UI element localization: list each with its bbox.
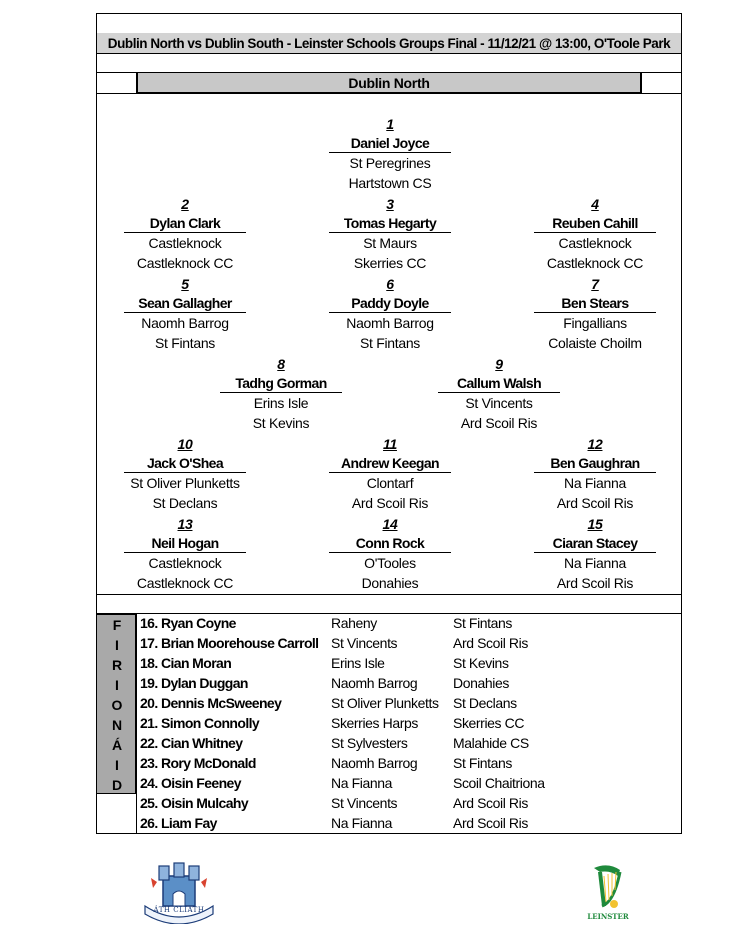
player-school: Ard Scoil Ris — [460, 415, 538, 431]
player-number: 11 — [383, 436, 397, 452]
player-club: Clontarf — [366, 475, 414, 491]
dublin-crest-icon — [137, 862, 221, 924]
sub-school: Donahies — [453, 675, 509, 691]
crest-text: ÁTH CLIATH — [153, 906, 205, 914]
player-card — [329, 113, 451, 193]
player-card — [124, 513, 246, 593]
player-number: 4 — [591, 196, 599, 212]
sub-school: St Declans — [453, 695, 517, 711]
subs-label-letter: D — [111, 777, 123, 793]
sub-school: Ard Scoil Ris — [453, 635, 528, 651]
sub-club: Naomh Barrog — [331, 675, 418, 691]
player-school: St Fintans — [154, 335, 216, 351]
player-number: 12 — [587, 436, 603, 452]
player-card — [329, 193, 451, 273]
player-club: St Peregrines — [349, 155, 431, 171]
player-number: 14 — [382, 516, 398, 532]
sub-name: 18. Cian Moran — [140, 655, 232, 671]
player-card — [329, 513, 451, 593]
sub-name: 20. Dennis McSweeney — [140, 695, 282, 711]
divider — [641, 72, 642, 93]
player-club: Naomh Barrog — [141, 315, 229, 331]
player-card — [329, 433, 451, 513]
sub-club: Naomh Barrog — [331, 755, 418, 771]
player-name: Callum Walsh — [438, 373, 560, 393]
team-name: Dublin North — [137, 72, 641, 93]
player-number: 6 — [386, 276, 394, 292]
player-card — [534, 273, 656, 353]
player-number: 10 — [177, 436, 193, 452]
sub-club: Skerries Harps — [331, 715, 418, 731]
sub-school: Ard Scoil Ris — [453, 795, 528, 811]
player-name: Neil Hogan — [124, 533, 246, 553]
player-club: Erins Isle — [253, 395, 309, 411]
sub-name: 24. Oisin Feeney — [140, 775, 241, 791]
player-school: Colaiste Choilm — [548, 335, 642, 351]
player-number: 15 — [587, 516, 603, 532]
player-name: Jack O'Shea — [124, 453, 246, 473]
player-club: St Maurs — [363, 235, 417, 251]
subs-label-letter: I — [115, 757, 119, 773]
player-card — [220, 353, 342, 433]
player-card — [124, 433, 246, 513]
sub-club: Na Fianna — [331, 775, 392, 791]
sub-name: 26. Liam Fay — [140, 815, 217, 831]
player-card — [124, 273, 246, 353]
player-school: Ard Scoil Ris — [351, 495, 429, 511]
player-club: Naomh Barrog — [346, 315, 434, 331]
player-name: Reuben Cahill — [534, 213, 656, 233]
player-number: 5 — [181, 276, 189, 292]
divider — [96, 594, 682, 595]
player-name: Ben Stears — [534, 293, 656, 313]
leinster-text: LEINSTER — [587, 912, 629, 921]
sub-club: St Vincents — [331, 795, 398, 811]
sub-club: Raheny — [331, 615, 377, 631]
sub-school: Skerries CC — [453, 715, 525, 731]
player-school: Ard Scoil Ris — [556, 575, 634, 591]
player-school: Skerries CC — [353, 255, 427, 271]
player-club: St Vincents — [465, 395, 533, 411]
sub-club: St Oliver Plunketts — [331, 695, 439, 711]
player-number: 2 — [181, 196, 189, 212]
player-club: Na Fianna — [564, 555, 626, 571]
player-number: 9 — [495, 356, 503, 372]
sub-name: 17. Brian Moorehouse Carroll — [140, 635, 319, 651]
player-name: Andrew Keegan — [329, 453, 451, 473]
sub-name: 23. Rory McDonald — [140, 755, 256, 771]
player-club: Castleknock — [148, 235, 222, 251]
sub-school: Scoil Chaitriona — [453, 775, 545, 791]
subs-label-letter: O — [111, 697, 123, 713]
sub-name: 21. Simon Connolly — [140, 715, 260, 731]
player-name: Ciaran Stacey — [534, 533, 656, 553]
match-title: Dublin North vs Dublin South - Leinster Schools Groups Final - 11/12/21 @ 13:00, O'Toole Park — [97, 33, 681, 53]
player-card — [329, 273, 451, 353]
player-school: Castleknock CC — [546, 255, 644, 271]
subs-label-letter: R — [111, 657, 123, 673]
player-school: St Kevins — [252, 415, 310, 431]
player-number: 1 — [386, 116, 394, 132]
player-club: O'Tooles — [364, 555, 416, 571]
player-number: 7 — [591, 276, 599, 292]
player-number: 3 — [386, 196, 394, 212]
player-club: Fingallians — [563, 315, 627, 331]
player-name: Tomas Hegarty — [329, 213, 451, 233]
subs-label-letter: N — [111, 717, 123, 733]
player-name: Tadhg Gorman — [220, 373, 342, 393]
sub-club: St Vincents — [331, 635, 398, 651]
player-name: Ben Gaughran — [534, 453, 656, 473]
sub-club: Erins Isle — [331, 655, 385, 671]
player-school: St Declans — [152, 495, 218, 511]
subs-label-letter: I — [115, 637, 119, 653]
sub-school: Malahide CS — [453, 735, 529, 751]
player-name: Dylan Clark — [124, 213, 246, 233]
sub-school: St Fintans — [453, 755, 513, 771]
player-card — [124, 193, 246, 273]
sub-name: 22. Cian Whitney — [140, 735, 243, 751]
player-card — [534, 513, 656, 593]
player-card — [534, 193, 656, 273]
player-name: Sean Gallagher — [124, 293, 246, 313]
sub-school: St Kevins — [453, 655, 509, 671]
player-school: Castleknock CC — [136, 575, 234, 591]
player-name: Paddy Doyle — [329, 293, 451, 313]
player-card — [438, 353, 560, 433]
sub-name: 16. Ryan Coyne — [140, 615, 236, 631]
sub-club: Na Fianna — [331, 815, 392, 831]
player-club: Castleknock — [148, 555, 222, 571]
subs-label-letter: I — [115, 677, 119, 693]
sub-name: 25. Oisin Mulcahy — [140, 795, 249, 811]
player-school: St Fintans — [359, 335, 421, 351]
player-name: Conn Rock — [329, 533, 451, 553]
player-school: Castleknock CC — [136, 255, 234, 271]
player-school: Donahies — [361, 575, 419, 591]
sub-school: Ard Scoil Ris — [453, 815, 528, 831]
player-school: Ard Scoil Ris — [556, 495, 634, 511]
sub-club: St Sylvesters — [331, 735, 408, 751]
subs-label-column — [96, 614, 136, 794]
player-number: 8 — [277, 356, 285, 372]
player-club: Castleknock — [558, 235, 632, 251]
player-name: Daniel Joyce — [329, 133, 451, 153]
player-club: St Oliver Plunketts — [130, 475, 240, 491]
sub-name: 19. Dylan Duggan — [140, 675, 248, 691]
subs-label-letter: F — [112, 617, 122, 633]
divider — [96, 93, 682, 94]
divider — [96, 53, 682, 54]
sub-school: St Fintans — [453, 615, 513, 631]
leinster-harp-icon — [588, 862, 628, 912]
player-club: Na Fianna — [564, 475, 626, 491]
player-number: 13 — [177, 516, 193, 532]
player-school: Hartstown CS — [348, 175, 432, 191]
subs-label-letter: Á — [111, 737, 123, 753]
player-card — [534, 433, 656, 513]
